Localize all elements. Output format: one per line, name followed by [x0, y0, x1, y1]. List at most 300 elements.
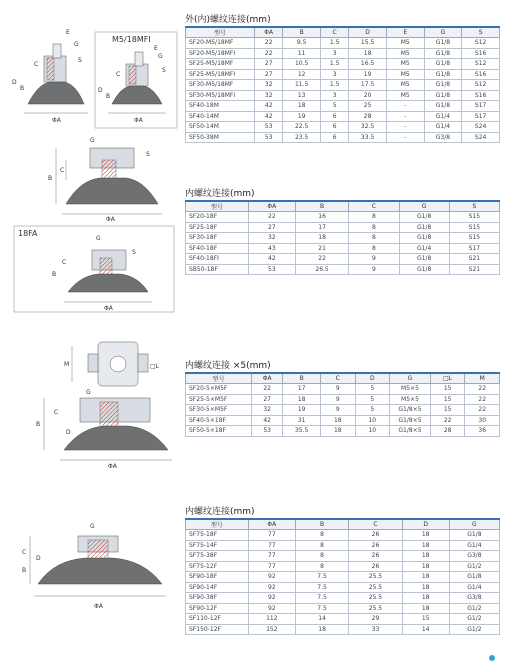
table-row	[186, 394, 500, 405]
value-cell: 8	[349, 233, 399, 244]
value-cell: G1/8	[424, 48, 462, 59]
value-cell: 6	[321, 132, 349, 143]
drawing-external-thread	[8, 18, 180, 130]
value-cell: 15	[430, 384, 465, 395]
table-row	[186, 90, 500, 101]
column-header: ΦA	[248, 519, 295, 530]
value-cell: G1/8×5	[390, 415, 431, 426]
value-cell: 25.5	[349, 572, 402, 583]
column-header: C	[321, 373, 356, 384]
value-cell: -	[386, 122, 424, 133]
value-cell: G1/4	[449, 582, 499, 593]
value-cell: 22.5	[283, 122, 321, 133]
value-cell: G1/8	[424, 80, 462, 91]
value-cell: 9	[321, 394, 356, 405]
column-header: B	[283, 27, 321, 38]
column-header: M	[465, 373, 500, 384]
column-header: 型号	[186, 373, 252, 384]
value-cell: 32	[255, 90, 283, 101]
value-cell: 12	[283, 69, 321, 80]
section-internal-thread-x5	[185, 360, 500, 437]
column-header: ΦA	[248, 201, 295, 212]
value-cell: 10	[355, 415, 390, 426]
value-cell: S15	[449, 222, 499, 233]
value-cell: 22	[248, 212, 295, 223]
value-cell: 31	[283, 415, 321, 426]
model-cell: SF30-5×M5F	[186, 405, 252, 416]
column-header: G	[399, 201, 449, 212]
cup-drawing-right	[108, 52, 166, 113]
column-header: D	[402, 519, 449, 530]
box-label: 18FA	[18, 229, 38, 238]
value-cell: 92	[248, 603, 295, 614]
value-cell: G1/8×5	[390, 405, 431, 416]
value-cell: 32	[255, 80, 283, 91]
model-cell: SF75-18F	[186, 530, 249, 541]
value-cell: 15	[430, 405, 465, 416]
dim-label: D	[66, 429, 71, 436]
value-cell: 17	[283, 384, 321, 395]
value-cell: M5	[386, 59, 424, 70]
dim-label: ΦA	[134, 117, 143, 124]
table-row	[186, 212, 500, 223]
column-header: 型号	[186, 27, 255, 38]
value-cell: G1/2	[449, 624, 499, 635]
model-cell: SF30-18F	[186, 233, 249, 244]
value-cell: S17	[462, 101, 500, 112]
section-external-internal-thread	[185, 14, 500, 143]
table-row	[186, 122, 500, 133]
value-cell: 77	[248, 530, 295, 541]
value-cell: 28	[349, 111, 387, 122]
value-cell: 25	[349, 101, 387, 112]
value-cell: -	[386, 132, 424, 143]
value-cell: 25.5	[349, 582, 402, 593]
value-cell: 7.5	[295, 603, 348, 614]
value-cell: -	[386, 111, 424, 122]
value-cell: 92	[248, 582, 295, 593]
value-cell: 22	[465, 394, 500, 405]
value-cell: S12	[462, 80, 500, 91]
column-header: ΦA	[251, 373, 282, 384]
model-cell: SF75-38F	[186, 551, 249, 562]
value-cell: 19	[283, 111, 321, 122]
table-row	[186, 132, 500, 143]
value-cell: 23.5	[283, 132, 321, 143]
dim-label: ΦA	[106, 216, 115, 222]
value-cell: 32	[251, 405, 282, 416]
dim-label: B	[52, 271, 57, 278]
table-row	[186, 233, 500, 244]
value-cell: 17	[295, 222, 348, 233]
dim-label: D	[36, 555, 41, 562]
value-cell: 14	[402, 624, 449, 635]
value-cell: 5	[355, 384, 390, 395]
table-row	[186, 59, 500, 70]
value-cell: 18	[402, 593, 449, 604]
value-cell: 18	[283, 101, 321, 112]
table-row	[186, 48, 500, 59]
model-cell: SF40-18M	[186, 101, 255, 112]
model-cell: SF75-14F	[186, 540, 249, 551]
value-cell: 10.5	[283, 59, 321, 70]
value-cell: 9	[321, 405, 356, 416]
value-cell: S24	[462, 122, 500, 133]
value-cell: G1/8	[424, 90, 462, 101]
column-header: C	[349, 519, 402, 530]
value-cell: M5×5	[390, 384, 431, 395]
column-header: G	[424, 27, 462, 38]
dim-label: E	[154, 45, 158, 52]
value-cell: 27	[251, 394, 282, 405]
value-cell: 14	[295, 614, 348, 625]
table-row	[186, 593, 500, 604]
value-cell: 26	[349, 551, 402, 562]
value-cell: 13	[283, 90, 321, 101]
value-cell: G1/4	[399, 243, 449, 254]
value-cell: 42	[255, 101, 283, 112]
value-cell: G3/8	[449, 551, 499, 562]
page-corner-mark	[489, 655, 495, 661]
dim-label: G	[90, 523, 95, 530]
value-cell: G1/8	[449, 530, 499, 541]
value-cell: 25.5	[349, 593, 402, 604]
value-cell: 18	[402, 561, 449, 572]
value-cell: 33	[349, 624, 402, 635]
value-cell: 22	[295, 254, 348, 265]
model-cell: SF25-5×M5F	[186, 394, 252, 405]
value-cell: 20	[349, 90, 387, 101]
model-cell: SF150-12F	[186, 624, 249, 635]
column-header: D	[349, 27, 387, 38]
table-row	[186, 572, 500, 583]
table-row	[186, 101, 500, 112]
value-cell: 15.5	[349, 38, 387, 49]
value-cell: 18	[321, 415, 356, 426]
value-cell: S21	[449, 264, 499, 275]
spec-table	[185, 26, 500, 143]
value-cell: 22	[465, 405, 500, 416]
column-header: B	[283, 373, 321, 384]
dim-label: C	[60, 167, 65, 174]
value-cell: 18	[295, 233, 348, 244]
value-cell: 1.5	[321, 59, 349, 70]
value-cell: 35.5	[283, 426, 321, 437]
column-header: B	[295, 201, 348, 212]
value-cell: 16	[295, 212, 348, 223]
value-cell: 22	[430, 415, 465, 426]
column-header: G	[390, 373, 431, 384]
dim-label: S	[146, 151, 150, 158]
value-cell: G1/2	[449, 603, 499, 614]
model-cell: SF90-12F	[186, 603, 249, 614]
column-header: □L	[430, 373, 465, 384]
value-cell: 18	[283, 394, 321, 405]
value-cell: 27	[255, 59, 283, 70]
value-cell: G1/8	[424, 38, 462, 49]
value-cell: 18	[321, 426, 356, 437]
column-header: C	[349, 201, 399, 212]
value-cell: S17	[462, 111, 500, 122]
value-cell: 8	[295, 561, 348, 572]
value-cell: 3	[321, 48, 349, 59]
value-cell: 10	[355, 426, 390, 437]
value-cell: 11.5	[283, 80, 321, 91]
value-cell: 22	[465, 384, 500, 395]
value-cell: 77	[248, 561, 295, 572]
value-cell: G1/8	[399, 254, 449, 265]
value-cell: G1/4	[424, 111, 462, 122]
value-cell: G1/8×5	[390, 426, 431, 437]
value-cell: S12	[462, 38, 500, 49]
table-row	[186, 603, 500, 614]
value-cell: 19	[349, 69, 387, 80]
value-cell: 92	[248, 572, 295, 583]
value-cell: S16	[462, 90, 500, 101]
dim-label: B	[106, 93, 111, 100]
value-cell: 21	[295, 243, 348, 254]
table-row	[186, 264, 500, 275]
value-cell: 92	[248, 593, 295, 604]
table-header-row	[186, 27, 500, 38]
value-cell: 7.5	[295, 572, 348, 583]
value-cell: 6	[321, 111, 349, 122]
dim-label: S	[162, 67, 166, 74]
dim-label: C	[34, 61, 39, 68]
section-title: 内螺纹连接 ×5(mm)	[185, 361, 271, 371]
value-cell: M5	[386, 80, 424, 91]
column-header: S	[462, 27, 500, 38]
value-cell: 26.5	[295, 264, 348, 275]
dim-label: ΦA	[94, 603, 103, 610]
dim-label: C	[54, 409, 59, 416]
dim-label: ΦA	[108, 463, 117, 470]
value-cell: G1/8	[424, 59, 462, 70]
section-internal-thread	[185, 188, 500, 275]
model-cell: SF30-M5/18MFI	[186, 90, 255, 101]
value-cell: 36	[465, 426, 500, 437]
value-cell: 17.5	[349, 80, 387, 91]
value-cell: G1/8	[399, 233, 449, 244]
model-cell: SF25-M5/18MF	[186, 59, 255, 70]
dim-label: S	[78, 57, 82, 64]
column-header: 型号	[186, 201, 249, 212]
value-cell: 9	[349, 254, 399, 265]
value-cell: 8	[349, 212, 399, 223]
value-cell: 53	[251, 426, 282, 437]
drawing-18fa	[8, 224, 180, 316]
dim-label: D	[98, 87, 103, 94]
value-cell: 18	[349, 48, 387, 59]
value-cell: 18	[402, 582, 449, 593]
value-cell: G1/4	[449, 540, 499, 551]
value-cell: 8	[349, 222, 399, 233]
table-row	[186, 540, 500, 551]
value-cell: M5	[386, 69, 424, 80]
column-header: C	[321, 27, 349, 38]
value-cell: 27	[248, 222, 295, 233]
dim-label: B	[22, 567, 27, 574]
table-row	[186, 530, 500, 541]
model-cell: SF30-M5/18MF	[186, 80, 255, 91]
model-cell: SF25-18F	[186, 222, 249, 233]
value-cell: 9.5	[283, 38, 321, 49]
value-cell: 42	[255, 111, 283, 122]
value-cell: G1/8	[424, 101, 462, 112]
table-row	[186, 111, 500, 122]
table-row	[186, 222, 500, 233]
table-row	[186, 561, 500, 572]
table-row	[186, 426, 500, 437]
dim-label: B	[36, 421, 41, 428]
value-cell: 7.5	[295, 593, 348, 604]
value-cell: 26	[349, 540, 402, 551]
value-cell: 18	[402, 530, 449, 541]
value-cell: 53	[248, 264, 295, 275]
value-cell: S16	[462, 69, 500, 80]
model-cell: SF90-14F	[186, 582, 249, 593]
section-title: 内螺纹连接(mm)	[185, 507, 255, 517]
model-cell: SF110-12F	[186, 614, 249, 625]
value-cell: G3/8	[424, 132, 462, 143]
table-row	[186, 69, 500, 80]
section-title: 外(内)螺纹连接(mm)	[185, 15, 271, 25]
value-cell: M5	[386, 90, 424, 101]
value-cell: 42	[248, 254, 295, 265]
drawing-internal-thread	[20, 130, 180, 222]
spec-table	[185, 372, 500, 437]
spec-table	[185, 518, 500, 635]
model-cell: SF50-5×18F	[186, 426, 252, 437]
value-cell: 1.5	[321, 80, 349, 91]
value-cell: 18	[402, 603, 449, 614]
value-cell: 28	[430, 426, 465, 437]
value-cell: 42	[251, 415, 282, 426]
value-cell: 5	[321, 101, 349, 112]
value-cell: 8	[295, 530, 348, 541]
dim-label: D	[12, 79, 17, 86]
dim-label: S	[132, 249, 136, 256]
table-row	[186, 254, 500, 265]
model-cell: SF40-5×18F	[186, 415, 252, 426]
model-cell: SF20-M5/18MFI	[186, 48, 255, 59]
value-cell: 27	[255, 69, 283, 80]
value-cell: 53	[255, 132, 283, 143]
cup-drawing-left	[24, 44, 88, 113]
value-cell: M5	[386, 48, 424, 59]
dim-label: C	[62, 259, 67, 266]
value-cell: 11	[283, 48, 321, 59]
value-cell: 16.5	[349, 59, 387, 70]
table-row	[186, 243, 500, 254]
value-cell: 9	[349, 264, 399, 275]
dim-label: G	[90, 137, 95, 144]
column-header: G	[449, 519, 499, 530]
section-internal-thread-large	[185, 506, 500, 635]
value-cell: G1/8	[424, 69, 462, 80]
value-cell: 9	[321, 384, 356, 395]
table-row	[186, 80, 500, 91]
value-cell: 18	[402, 540, 449, 551]
dim-label: ΦA	[52, 117, 61, 124]
model-cell: SF50-38M	[186, 132, 255, 143]
value-cell: 15	[402, 614, 449, 625]
table-row	[186, 38, 500, 49]
model-cell: SF90-38F	[186, 593, 249, 604]
value-cell: 26	[349, 561, 402, 572]
value-cell: -	[386, 101, 424, 112]
value-cell: S15	[449, 212, 499, 223]
table-header-row	[186, 519, 500, 530]
top-view	[72, 342, 148, 386]
table-row	[186, 415, 500, 426]
value-cell: 152	[248, 624, 295, 635]
value-cell: 18	[402, 551, 449, 562]
column-header: E	[386, 27, 424, 38]
spec-table	[185, 200, 500, 275]
value-cell: 7.5	[295, 582, 348, 593]
dim-label: G	[158, 53, 163, 60]
dim-label: C	[116, 71, 121, 78]
value-cell: 5	[355, 394, 390, 405]
value-cell: 3	[321, 69, 349, 80]
value-cell: 15	[430, 394, 465, 405]
value-cell: G1/2	[449, 561, 499, 572]
column-header: D	[355, 373, 390, 384]
value-cell: 30	[465, 415, 500, 426]
value-cell: S17	[449, 243, 499, 254]
value-cell: 22	[251, 384, 282, 395]
value-cell: 19	[283, 405, 321, 416]
value-cell: 77	[248, 540, 295, 551]
dim-label: □L	[150, 363, 160, 370]
dim-label: ΦA	[104, 305, 113, 312]
value-cell: 8	[295, 540, 348, 551]
model-cell: SF50-14M	[186, 122, 255, 133]
dim-label: M	[64, 361, 70, 368]
table-row	[186, 582, 500, 593]
column-header: S	[449, 201, 499, 212]
value-cell: 18	[402, 572, 449, 583]
value-cell: G1/2	[449, 614, 499, 625]
value-cell: 29	[349, 614, 402, 625]
drawing-5-port	[20, 338, 180, 470]
value-cell: 8	[295, 551, 348, 562]
model-cell: SF40-18FI	[186, 254, 249, 265]
value-cell: M5	[386, 38, 424, 49]
value-cell: S12	[462, 59, 500, 70]
side-view	[44, 398, 172, 460]
table-row	[186, 384, 500, 395]
table-header-row	[186, 373, 500, 384]
value-cell: 22	[255, 48, 283, 59]
model-cell: SF20-M5/18MF	[186, 38, 255, 49]
value-cell: 5	[355, 405, 390, 416]
column-header: 型号	[186, 519, 249, 530]
value-cell: 22	[255, 38, 283, 49]
value-cell: 6	[321, 122, 349, 133]
value-cell: S16	[462, 48, 500, 59]
dim-label: G	[96, 235, 101, 242]
value-cell: 25.5	[349, 603, 402, 614]
dim-label: G	[74, 41, 79, 48]
value-cell: 1.5	[321, 38, 349, 49]
table-row	[186, 624, 500, 635]
value-cell: S21	[449, 254, 499, 265]
table-row	[186, 405, 500, 416]
dim-label: E	[66, 29, 70, 36]
model-cell: SF40-14M	[186, 111, 255, 122]
